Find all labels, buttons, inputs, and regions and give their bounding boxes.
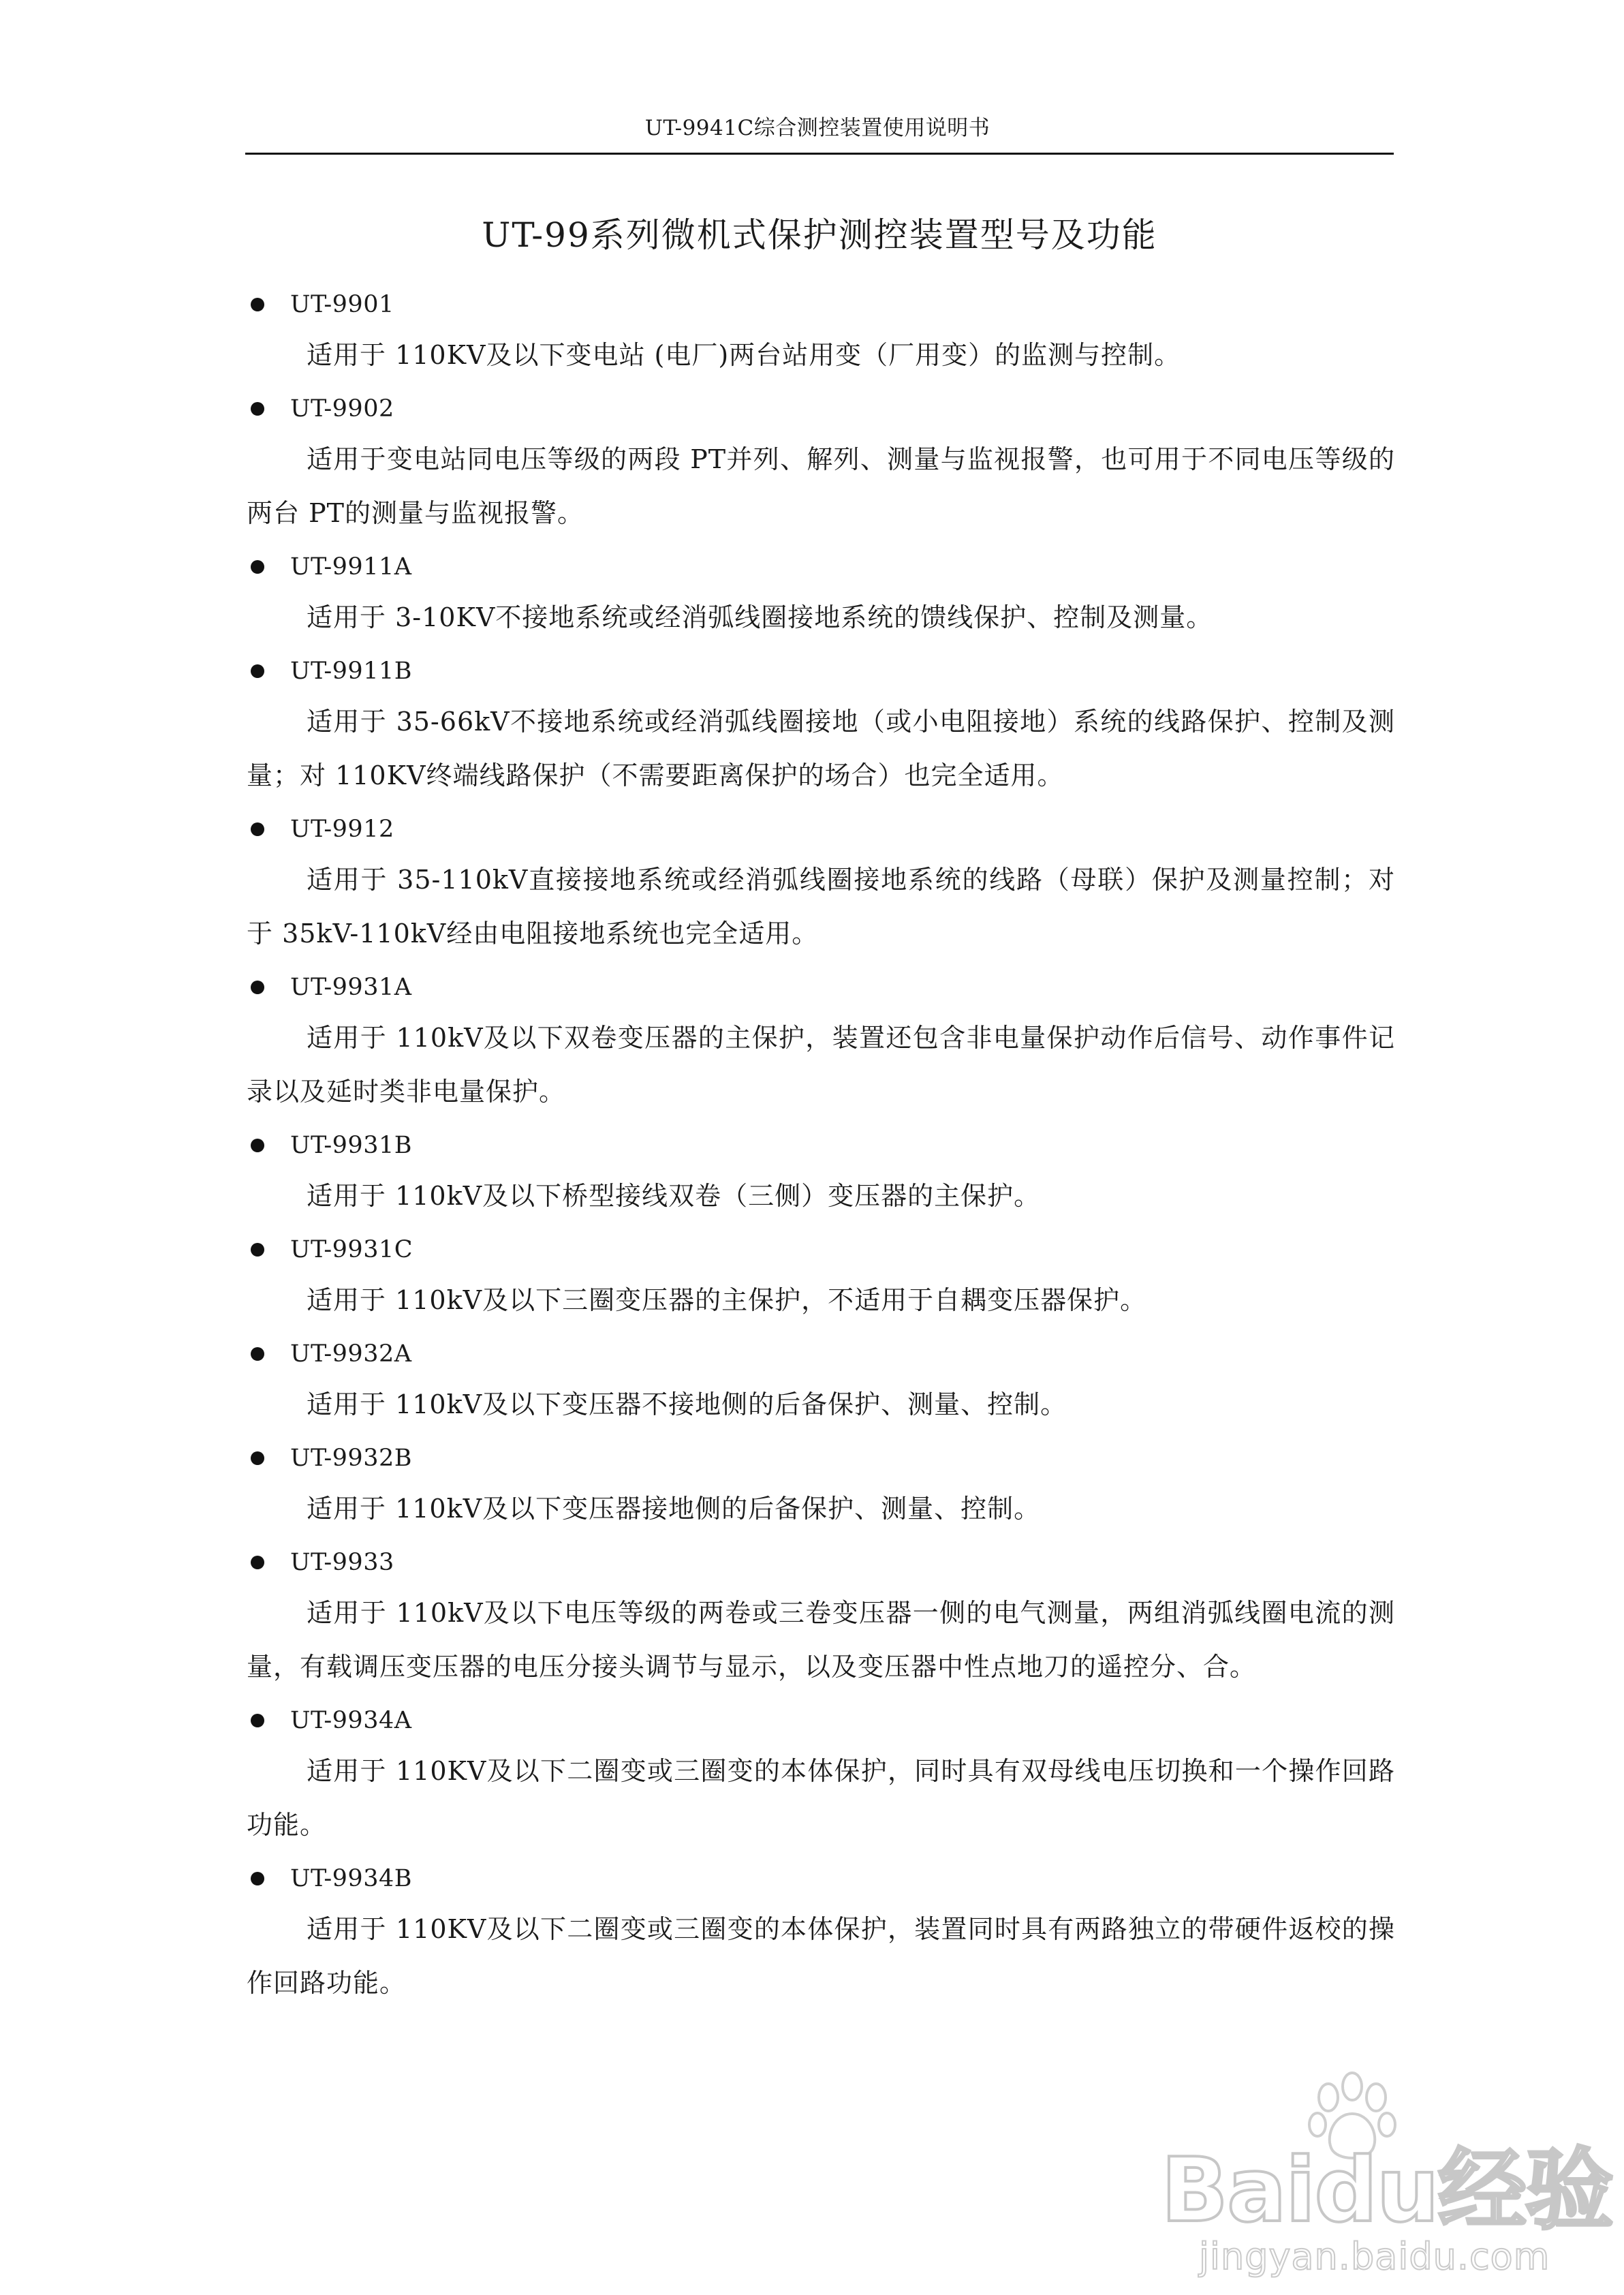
model-description: 适用于 110kV及以下变压器不接地侧的后备保护、测量、控制。 bbox=[307, 1389, 1067, 1419]
bullet-icon bbox=[251, 1714, 264, 1727]
model-entry bbox=[247, 647, 1395, 803]
page-title: UT-99系列微机式保护测控装置型号及功能 bbox=[482, 215, 1157, 255]
model-description: 适用于 110kV及以下电压等级的两卷或三卷变压器一侧的电气测量，两组消弧线圈电流的测量，有载调压变压器的电压分接头调节与显示，以及变压器中性点地刀的遥控分、合。 bbox=[247, 1598, 1395, 1682]
watermark-brand: Baidu经验 bbox=[1161, 2138, 1612, 2242]
model-entry bbox=[247, 805, 1395, 961]
model-description: 适用于 110kV及以下三圈变压器的主保护，不适用于自耦变压器保护。 bbox=[307, 1285, 1147, 1315]
model-entry bbox=[247, 1434, 1395, 1536]
model-name: UT-9901 bbox=[290, 291, 394, 318]
bullet-icon bbox=[251, 560, 264, 574]
model-name: UT-9932A bbox=[290, 1340, 412, 1368]
model-entry bbox=[247, 964, 1395, 1119]
baidu-jingyan-watermark bbox=[1158, 2071, 1612, 2278]
bullet-icon bbox=[251, 1872, 264, 1885]
model-description: 适用于 35-66kV不接地系统或经消弧线圈接地（或小电阻接地）系统的线路保护、控制及测量；对 110KV终端线路保护（不需要距离保护的场合）也完全适用。 bbox=[247, 707, 1395, 790]
model-description: 适用于 110KV及以下变电站 (电厂)两台站用变（厂用变）的监测与控制。 bbox=[307, 340, 1181, 370]
model-description: 适用于 110kV及以下双卷变压器的主保护，装置还包含非电量保护动作后信号、动作事件记录以及延时类非电量保护。 bbox=[247, 1023, 1395, 1107]
bullet-icon bbox=[251, 1556, 264, 1569]
model-name: UT-9934A bbox=[290, 1707, 412, 1734]
model-name: UT-9911B bbox=[290, 658, 412, 685]
model-description: 适用于 35-110kV直接接地系统或经消弧线圈接地系统的线路（母联）保护及测量控制；对于 35kV-110kV经由电阻接地系统也完全适用。 bbox=[247, 865, 1395, 949]
model-description: 适用于 110KV及以下二圈变或三圈变的本体保护，装置同时具有两路独立的带硬件返校的操作回路功能。 bbox=[247, 1914, 1395, 1998]
header-rule bbox=[245, 153, 1394, 155]
model-entry bbox=[247, 1539, 1395, 1694]
running-header: UT-9941C综合测控装置使用说明书 bbox=[644, 116, 990, 140]
model-name: UT-9934B bbox=[290, 1865, 412, 1892]
model-entry bbox=[247, 1226, 1395, 1327]
model-description: 适用于 110KV及以下二圈变或三圈变的本体保护，同时具有双母线电压切换和一个操作回路功能。 bbox=[247, 1756, 1395, 1840]
bullet-icon bbox=[251, 298, 264, 311]
model-description: 适用于 110kV及以下变压器接地侧的后备保护、测量、控制。 bbox=[307, 1494, 1041, 1524]
model-entry bbox=[247, 281, 1395, 382]
model-description: 适用于 110kV及以下桥型接线双卷（三侧）变压器的主保护。 bbox=[307, 1181, 1041, 1211]
model-list bbox=[247, 281, 1395, 2013]
watermark-url: jingyan.baidu.com bbox=[1199, 2235, 1550, 2278]
bullet-icon bbox=[251, 1451, 264, 1465]
bullet-icon bbox=[251, 664, 264, 678]
bullet-icon bbox=[251, 1139, 264, 1152]
bullet-icon bbox=[251, 981, 264, 994]
model-entry bbox=[247, 1697, 1395, 1852]
bullet-icon bbox=[251, 1347, 264, 1361]
model-description: 适用于变电站同电压等级的两段 PT并列、解列、测量与监视报警，也可用于不同电压等级的两台 PT的测量与监视报警。 bbox=[247, 444, 1395, 528]
model-entry bbox=[247, 1122, 1395, 1223]
model-name: UT-9932B bbox=[290, 1445, 412, 1472]
model-name: UT-9911A bbox=[290, 553, 412, 581]
model-description: 适用于 3-10KV不接地系统或经消弧线圈接地系统的馈线保护、控制及测量。 bbox=[307, 602, 1213, 632]
model-entry bbox=[247, 1330, 1395, 1432]
model-name: UT-9931C bbox=[290, 1236, 413, 1263]
bullet-icon bbox=[251, 1243, 264, 1257]
bullet-icon bbox=[251, 402, 264, 416]
model-entry bbox=[247, 543, 1395, 645]
model-name: UT-9902 bbox=[290, 395, 394, 422]
model-entry bbox=[247, 385, 1395, 540]
bullet-icon bbox=[251, 822, 264, 836]
model-entry bbox=[247, 1855, 1395, 2010]
model-name: UT-9912 bbox=[290, 816, 394, 843]
model-name: UT-9931A bbox=[290, 974, 412, 1001]
model-name: UT-9933 bbox=[290, 1549, 394, 1576]
model-name: UT-9931B bbox=[290, 1132, 412, 1159]
